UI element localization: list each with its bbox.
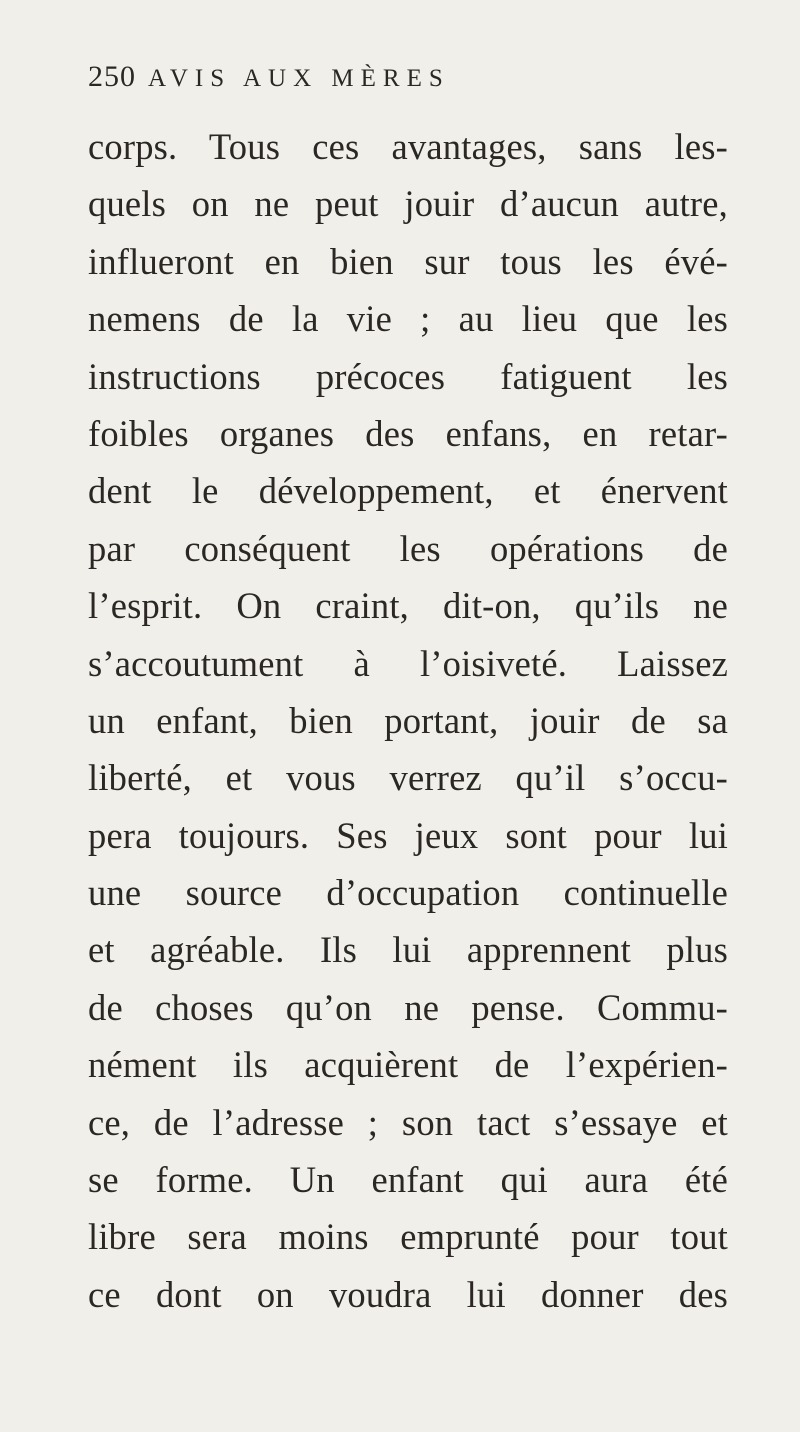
body-text xyxy=(88,118,728,1323)
text-line-19: se forme. Un enfant qui aura été xyxy=(88,1159,728,1201)
text-line-13: pera toujours. Ses jeux sont pour lui xyxy=(88,814,728,856)
page-header xyxy=(88,60,708,100)
text-line-12: liberté, et vous verrez qu’il s’occu- xyxy=(88,757,728,799)
text-line-16: de choses qu’on ne pense. Commu- xyxy=(88,986,728,1028)
text-line-14: une source d’occupation continuelle xyxy=(88,872,728,914)
text-line-1: corps. Tous ces avantages, sans les- xyxy=(88,126,728,167)
text-line-18: ce, de l’adresse ; son tact s’essaye et xyxy=(88,1101,728,1143)
text-line-7: dent le développement, et énervent xyxy=(88,470,728,512)
text-line-3: influeront en bien sur tous les évé- xyxy=(88,240,728,282)
text-line-20: libre sera moins emprunté pour tout xyxy=(88,1216,728,1258)
text-line-11: un enfant, bien portant, jouir de sa xyxy=(88,699,728,741)
text-line-6: foibles organes des enfans, en retar- xyxy=(88,412,728,454)
text-line-8: par conséquent les opérations de xyxy=(88,527,728,569)
text-line-10: s’accoutument à l’oisiveté. Laissez xyxy=(88,642,728,684)
text-line-4: nemens de la vie ; au lieu que les xyxy=(88,298,728,340)
page-number: 250 xyxy=(88,60,136,93)
running-head: AVIS AUX MÈRES xyxy=(148,65,450,92)
text-line-21: ce dont on voudra lui donner des xyxy=(88,1273,728,1315)
text-line-2: quels on ne peut jouir d’aucun autre, xyxy=(88,183,728,225)
text-line-17: nément ils acquièrent de l’expérien- xyxy=(88,1044,728,1086)
text-line-9: l’esprit. On craint, dit-on, qu’ils ne xyxy=(88,585,728,627)
text-line-5: instructions précoces fatiguent les xyxy=(88,355,728,397)
text-line-15: et agréable. Ils lui apprennent plus xyxy=(88,929,728,971)
